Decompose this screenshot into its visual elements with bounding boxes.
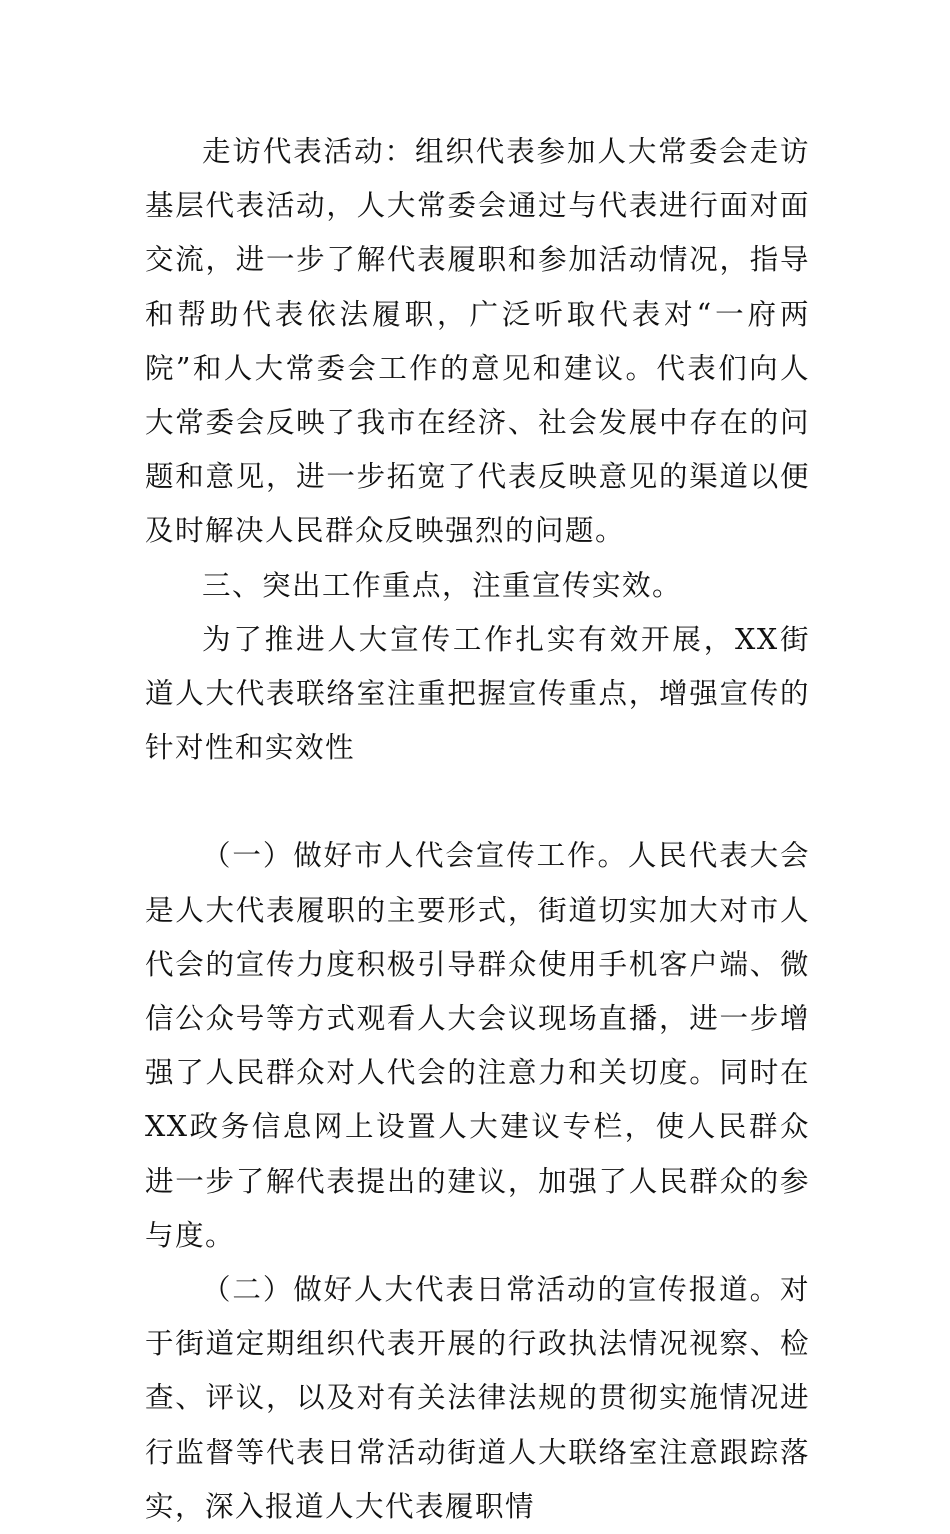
section-heading-three: 三、突出工作重点，注重宣传实效。 bbox=[202, 568, 683, 602]
paragraph-visit-activity: 走访代表活动：组织代表参加人大常委会走访基层代表活动，人大常委会通过与代表进行面对面交流，进一步了解代表履职和参加活动情况，指导和帮助代表依法履职，广泛听取代表对“一府两院”和人大常委会工作的意见和建议。代表们向人大常委会反映了我市在经济、社会发展中存在的问题和意见，进一步拓宽了代表反映意见的渠道以便及时解决人民群众反映强烈的问题。 bbox=[145, 135, 810, 548]
paragraph-item-two: （二）做好人大代表日常活动的宣传报道。对于街道定期组织代表开展的行政执法情况视察、检查、评议，以及对有关法律法规的贯彻实施情况进行监督等代表日常活动街道人大联络室注意跟踪落实，深入报道人大代表履职情 bbox=[145, 1273, 810, 1523]
document-body bbox=[145, 125, 810, 1534]
paragraph-intro: 为了推进人大宣传工作扎实有效开展，XX街道人大代表联络室注重把握宣传重点，增强宣传的针对性和实效性 bbox=[145, 622, 810, 765]
paragraph-item-one: （一）做好市人代会宣传工作。人民代表大会是人大代表履职的主要形式，街道切实加大对市人代会的宣传力度积极引导群众使用手机客户端、微信公众号等方式观看人大会议现场直播，进一步增强了人民群众对人代会的注意力和关切度。同时在XX政务信息网上设置人大建议专栏，使人民群众进一步了解代表提出的建议，加强了人民群众的参与度。 bbox=[145, 839, 810, 1252]
